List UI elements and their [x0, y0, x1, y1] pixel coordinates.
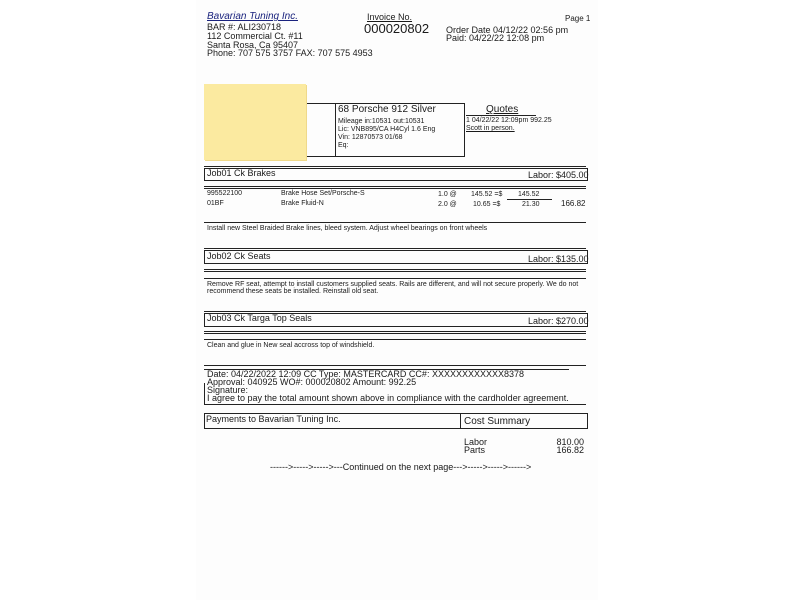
job02-top-rule	[204, 248, 586, 249]
vehicle-title: 68 Porsche 912 Silver	[338, 104, 436, 115]
shop-name: Bavarian Tuning Inc.	[207, 11, 298, 22]
job01-parts-total: 166.82	[561, 199, 586, 208]
quote-line-2: Scott in person.	[466, 125, 515, 132]
payment-transaction: Date: 04/22/2022 12:09 CC Type: MASTERCARD CC#: XXXXXXXXXXXX8378	[207, 369, 524, 379]
job03-title: Job03 Ck Targa Top Seals	[207, 313, 312, 323]
part-extended: 21.30	[522, 201, 540, 208]
shop-phone: Phone: 707 575 3757 FAX: 707 575 4953	[207, 48, 373, 58]
sticky-note	[204, 84, 306, 160]
part-extended: 145.52	[518, 191, 540, 198]
job03-rule-a	[204, 331, 586, 332]
vehicle-mileage: Mileage in:10531 out:10531	[338, 118, 425, 125]
part-number: 01BF	[207, 200, 224, 207]
invoice-number: 000020802	[364, 21, 430, 36]
job02-labor: Labor: $135.00	[528, 254, 589, 264]
job02-rule-b	[204, 271, 586, 272]
payment-top-rule	[204, 365, 586, 366]
part-description: Brake Fluid-N	[281, 200, 324, 207]
cost-summary-divider	[460, 413, 461, 428]
cost-labor-label: Labor	[464, 437, 488, 447]
cost-summary-title: Cost Summary	[464, 416, 531, 427]
job01-note: Install new Steel Braided Brake lines, bleed system. Adjust wheel bearings on front wheels	[207, 225, 488, 232]
payment-approval: Approval: 040925 WO#: 000020802 Amount: 992.25	[207, 377, 417, 387]
payment-left-rule	[204, 383, 205, 405]
job01-top-rule	[204, 166, 586, 167]
job03-top-rule	[204, 311, 586, 312]
payment-signature-label: Signature:	[207, 385, 249, 395]
part-description: Brake Hose Set/Porsche-S	[281, 190, 365, 197]
page-number: Page 1	[565, 14, 591, 23]
cost-labor-value: 810.00	[556, 437, 584, 447]
job03-labor: Labor: $270.00	[528, 316, 589, 326]
shop-bar-number: BAR #: ALI230718	[207, 22, 282, 32]
vehicle-license: Lic: VNB895/CA H4Cyl 1.6 Eng	[338, 126, 436, 133]
job01-rule-b	[204, 188, 586, 189]
vehicle-equipment: Eq:	[338, 142, 349, 149]
job02-rule-a	[204, 269, 586, 270]
part-number: 995522100	[207, 190, 243, 197]
shop-address-line1: 112 Commercial Ct. #11	[207, 31, 303, 41]
cost-parts-value: 166.82	[556, 445, 584, 455]
quotes-title: Quotes	[486, 104, 519, 115]
job03-rule-b	[204, 333, 586, 334]
job01-labor: Labor: $405.00	[528, 170, 589, 180]
parts-subtotal-rule	[507, 199, 552, 200]
payment-agreement: I agree to pay the total amount shown above in compliance with the cardholder agreement.	[207, 393, 569, 403]
part-quantity: 1.0 @	[438, 191, 457, 198]
invoice-label: Invoice No.	[367, 12, 413, 22]
part-unit-price: 145.52 =$	[471, 191, 503, 198]
job02-note-line1: Remove RF seat, attempt to install customers supplied seats. Rails are different, and will not secure properly. We do not	[207, 281, 579, 288]
job01-note-rule	[204, 222, 586, 223]
order-date: Order Date 04/12/22 02:56 pm	[446, 25, 569, 35]
job03-note-rule	[204, 339, 586, 340]
job01-rule-a	[204, 186, 586, 187]
quote-line-1: 1 04/22/22 12:09pm 992.25	[466, 117, 552, 124]
paid-date: Paid: 04/22/22 12:08 pm	[446, 33, 545, 43]
job02-title: Job02 Ck Seats	[207, 251, 271, 261]
job02-note-rule	[204, 278, 586, 279]
payments-title: Payments to Bavarian Tuning Inc.	[206, 414, 341, 424]
quotes-divider	[466, 115, 536, 116]
vehicle-vin: Vin: 12870573 01/68	[338, 134, 403, 141]
part-quantity: 2.0 @	[438, 201, 457, 208]
job01-title: Job01 Ck Brakes	[207, 168, 276, 178]
job02-note-line2: recommend these seats be installed. Reinstall old seat.	[207, 288, 379, 295]
continued-notice: ------>----->----->---Continued on the next page--->----->----->------>	[270, 462, 532, 472]
job03-note: Clean and glue in New seal accross top of windshield.	[207, 342, 375, 349]
payment-bottom-rule	[204, 404, 586, 405]
shop-address-line2: Santa Rosa, Ca 95407	[207, 40, 299, 50]
part-unit-price: 10.65 =$	[473, 201, 501, 208]
cost-parts-label: Parts	[464, 445, 486, 455]
